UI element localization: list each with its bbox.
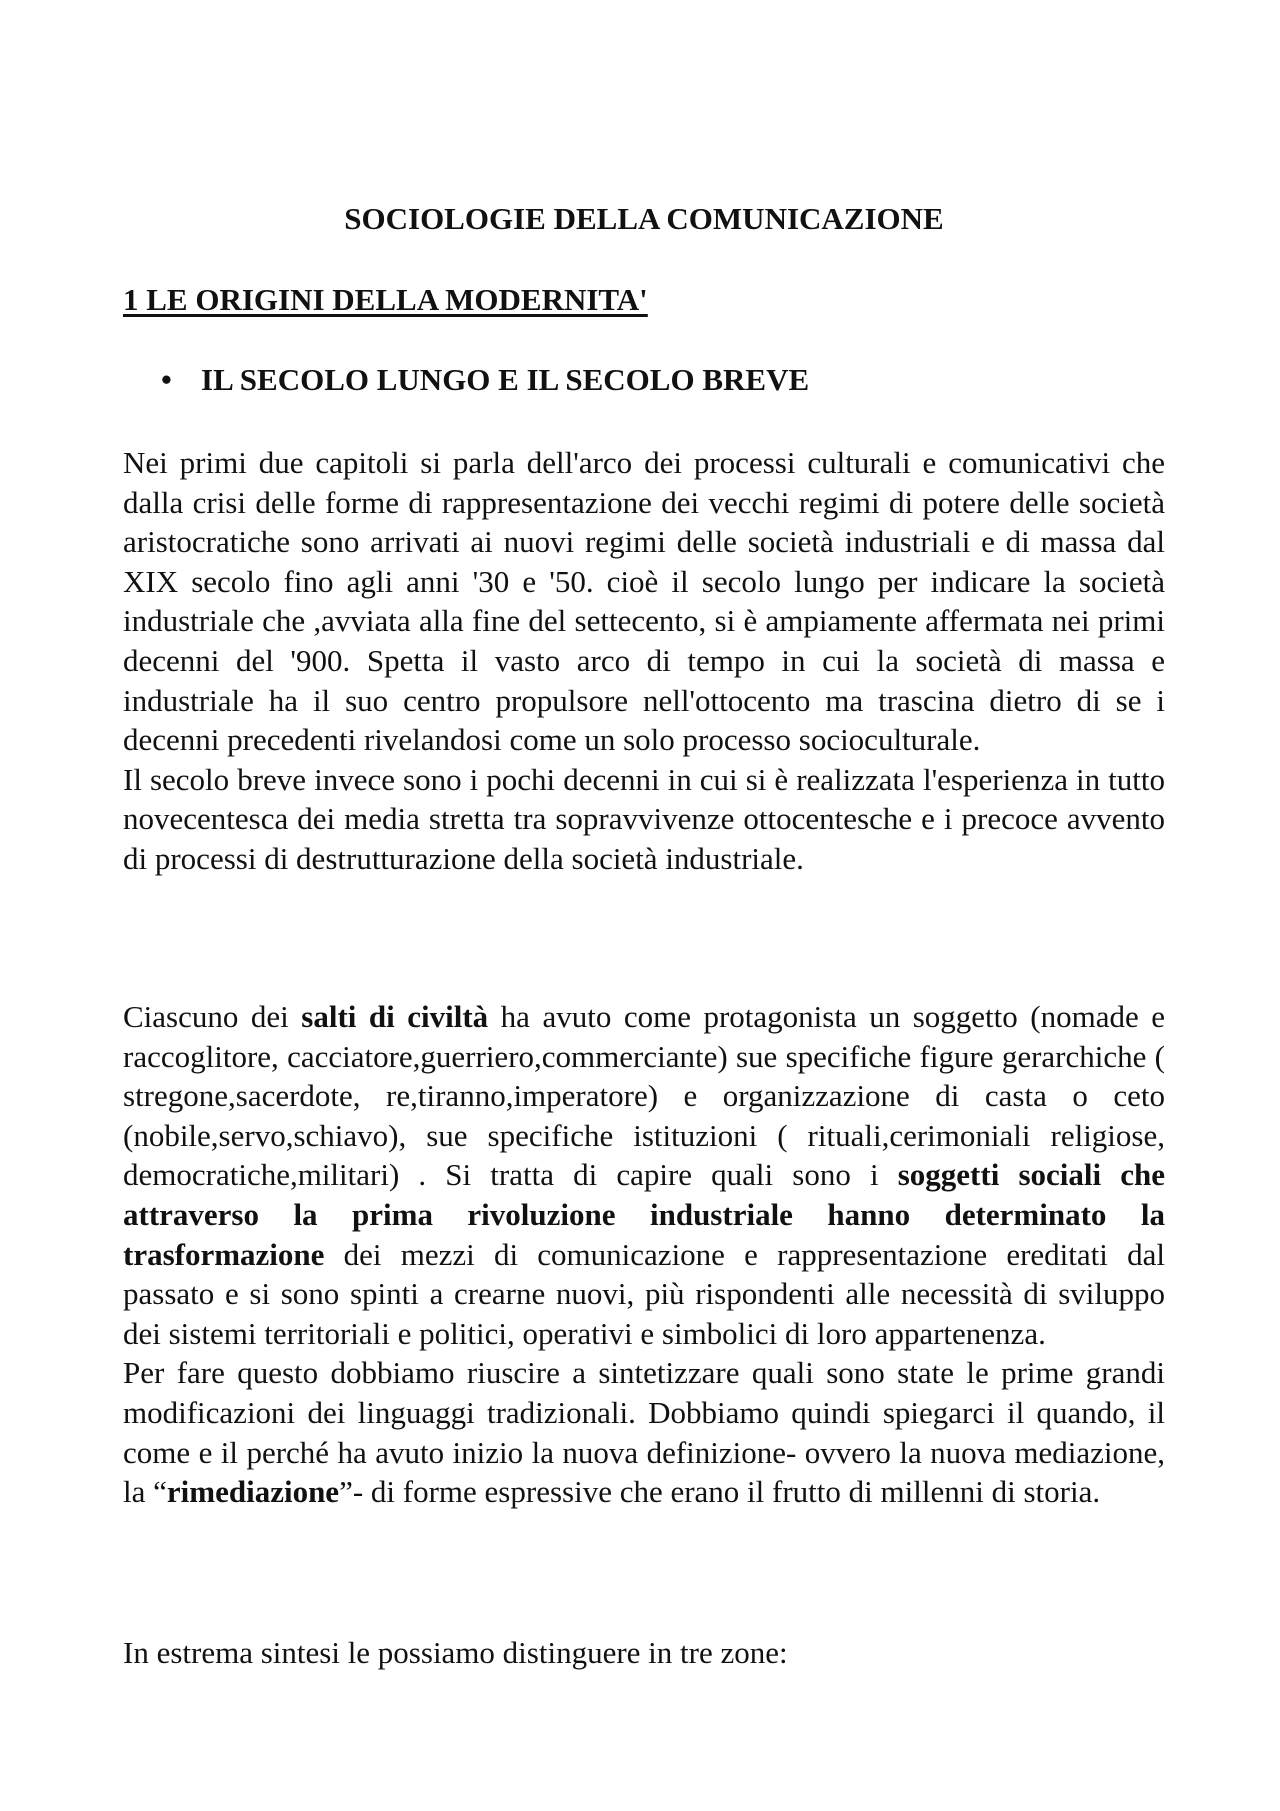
bold-phrase: soggetti sociali che attraverso la prima rivoluzione industriale hanno determinato la trasformazione bbox=[123, 1157, 1165, 1272]
bold-phrase: rimediazione bbox=[166, 1474, 340, 1510]
bullet-icon: • bbox=[161, 362, 172, 397]
paragraph-rimediazione bbox=[123, 1353, 1165, 1511]
paragraph-secolo-lungo: Nei primi due capitoli si parla dell'arco dei processi culturali e comunicativi che dalla crisi delle forme di rappresentazione dei vecchi regimi di potere delle società aristocratiche sono arrivati ai nuovi regimi delle società industriali e di massa dal XIX secolo fino agli anni '30 e '50. cioè il secolo lungo per indicare la società industriale che ,avviata alla fine del settecento, si è ampiamente affermata nei primi decenni del '900. Spetta il vasto arco di tempo in cui la società di massa e industriale ha il suo centro propulsore nell'ottocento ma trascina dietro di se i decenni precedenti rivelandosi come un solo processo socioculturale. bbox=[123, 445, 1165, 758]
section-bullet-item bbox=[161, 360, 809, 400]
chapter-heading: 1 LE ORIGINI DELLA MODERNITA' bbox=[123, 282, 648, 317]
paragraph-text: Per fare questo dobbiamo riuscire a sintetizzare quali sono state le prime grandi modificazioni dei linguaggi tradizionali. Dobbiamo quindi spiegarci il quando, il come e il perché ha avuto inizio la nuova definizione- ovvero la nuova mediazione, la “ bbox=[123, 1355, 1165, 1510]
paragraph-salti-di-civilta bbox=[123, 997, 1165, 1353]
paragraph-secolo-breve: Il secolo breve invece sono i pochi decenni in cui si è realizzata l'esperienza in tutto novecentesca dei media stretta tra sopravvivenze ottocentesche e i precoce avvento di processi di destrutturazione della società industriale. bbox=[123, 761, 1165, 876]
paragraph-text: ha avuto come protagonista un soggetto (nomade e raccoglitore, cacciatore,guerriero,commerciante) sue specifiche figure gerarchiche ( stregone,sacerdote, re,tiranno,imperatore) e organizzazione di casta o ceto (nobile,servo,schiavo), sue specifiche istituzioni ( rituali,cerimoniali religiose, democratiche,militari) . Si tratta di capire quali sono i bbox=[123, 999, 1165, 1193]
bold-phrase: salti di civiltà bbox=[301, 999, 489, 1034]
paragraph-tre-zone: In estrema sintesi le possiamo distinguere in tre zone: bbox=[123, 1635, 788, 1670]
document-title: SOCIOLOGIE DELLA COMUNICAZIONE bbox=[344, 201, 944, 236]
paragraph-text: Ciascuno dei bbox=[123, 999, 302, 1034]
section-heading: IL SECOLO LUNGO E IL SECOLO BREVE bbox=[201, 362, 810, 397]
paragraph-text: ”- di forme espressive che erano il frutto di millenni di storia. bbox=[339, 1474, 1101, 1510]
paragraph-text: dei mezzi di comunicazione e rappresentazione ereditati dal passato e si sono spinti a crearne nuovi, più rispondenti alle necessità di sviluppo dei sistemi territoriali e politici, operativi e simbolici di loro appartenenza. bbox=[123, 1236, 1165, 1351]
paragraph-block-1 bbox=[123, 443, 1165, 879]
paragraph-block-2 bbox=[123, 997, 1165, 1512]
